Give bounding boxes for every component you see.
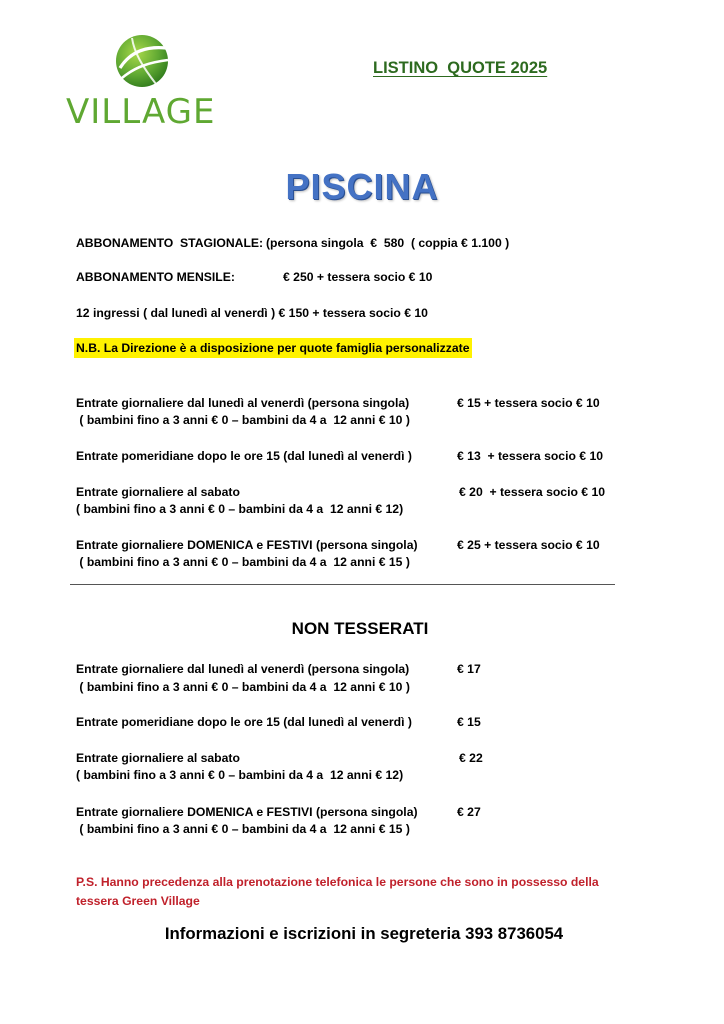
listino-title: LISTINO QUOTE 2025 (373, 59, 548, 77)
tesserati-row-3-sub: ( bambini fino a 3 anni € 0 – bambini da 4 a 12 anni € 12) (76, 502, 404, 516)
non-tesserati-row-1-label: Entrate giornaliere dal lunedì al venerdì (persona singola) (76, 662, 410, 676)
non-tesserati-row-3-sub: ( bambini fino a 3 anni € 0 – bambini da 4 a 12 anni € 12) (76, 768, 404, 782)
non-tesserati-title: NON TESSERATI (291, 619, 429, 638)
mensile-label: ABBONAMENTO MENSILE: (76, 270, 235, 284)
tesserati-row-4-sub: ( bambini fino a 3 anni € 0 – bambini da 4 a 12 anni € 15 ) (76, 555, 410, 569)
tesserati-row-2-price: € 13 + tessera socio € 10 (457, 449, 604, 463)
ingressi-line: 12 ingressi ( dal lunedì al venerdì ) € 150 + tessera socio € 10 (76, 306, 428, 320)
tesserati-row-1-price: € 15 + tessera socio € 10 (457, 396, 600, 410)
non-tesserati-row-1-price: € 17 (457, 662, 481, 676)
tesserati-row-3-label: Entrate giornaliere al sabato (76, 485, 240, 499)
ps-note (76, 873, 599, 911)
ps-line-2: tessera Green Village (76, 894, 200, 908)
tesserati-row-2-label: Entrate pomeridiane dopo le ore 15 (dal lunedì al venerdì ) (76, 449, 412, 463)
leaf-ball-icon (112, 32, 172, 90)
mensile-price: € 250 + tessera socio € 10 (283, 270, 433, 284)
non-tesserati-row-4-sub: ( bambini fino a 3 anni € 0 – bambini da 4 a 12 anni € 15 ) (76, 822, 410, 836)
non-tesserati-row-4-label: Entrate giornaliere DOMENICA e FESTIVI (persona singola) (76, 805, 418, 819)
green-village-logo (66, 30, 226, 138)
contact-info: Informazioni e iscrizioni in segreteria 393 8736054 (164, 924, 564, 943)
tesserati-row-1-sub: ( bambini fino a 3 anni € 0 – bambini da 4 a 12 anni € 10 ) (76, 413, 410, 427)
non-tesserati-row-1-sub: ( bambini fino a 3 anni € 0 – bambini da 4 a 12 anni € 10 ) (76, 680, 410, 694)
non-tesserati-row-3-label: Entrate giornaliere al sabato (76, 751, 240, 765)
non-tesserati-row-4-price: € 27 (457, 805, 481, 819)
non-tesserati-row-2-price: € 15 (457, 715, 481, 729)
nb-highlight: N.B. La Direzione è a disposizione per quote famiglia personalizzate (74, 338, 472, 358)
logo-text: VILLAGE (66, 92, 216, 132)
stagionale-price: (persona singola € 580 ( coppia € 1.100 ) (266, 236, 510, 250)
non-tesserati-row-3-price: € 22 (459, 751, 483, 765)
tesserati-row-1-label: Entrate giornaliere dal lunedì al venerdì (persona singola) (76, 396, 410, 410)
tesserati-row-4-label: Entrate giornaliere DOMENICA e FESTIVI (persona singola) (76, 538, 418, 552)
page-title: PISCINA (285, 166, 439, 207)
stagionale-label: ABBONAMENTO STAGIONALE: (76, 236, 264, 250)
non-tesserati-row-2-label: Entrate pomeridiane dopo le ore 15 (dal lunedì al venerdì ) (76, 715, 412, 729)
tesserati-row-4-price: € 25 + tessera socio € 10 (457, 538, 600, 552)
ps-line-1: P.S. Hanno precedenza alla prenotazione telefonica le persone che sono in possesso della (76, 875, 599, 889)
section-divider (70, 584, 615, 585)
tesserati-row-3-price: € 20 + tessera socio € 10 (459, 485, 606, 499)
